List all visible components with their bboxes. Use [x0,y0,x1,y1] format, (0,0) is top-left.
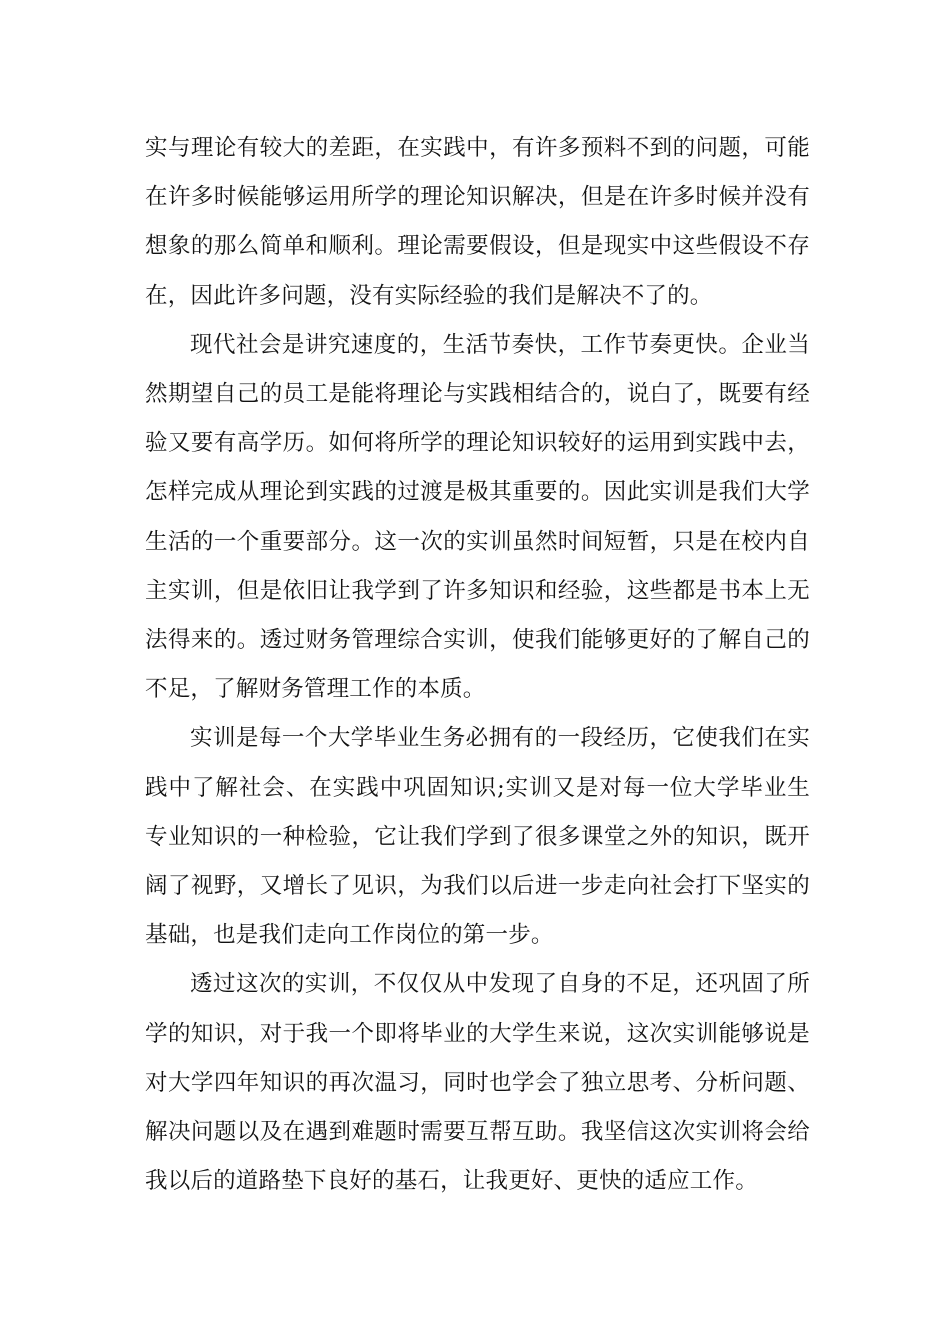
paragraph-4: 透过这次的实训，不仅仅从中发现了自身的不足，还巩固了所学的知识，对于我一个即将毕业的大学生来说，这次实训能够说是对大学四年知识的再次温习，同时也学会了独立思考、分析问题、解决问题以及在遇到难题时需要互帮互助。我坚信这次实训将会给我以后的道路垫下良好的基石，让我更好、更快的适应工作。 [145,971,810,1195]
paragraph-1: 实与理论有较大的差距，在实践中，有许多预料不到的问题，可能在许多时候能够运用所学的理论知识解决，但是在许多时候并没有想象的那么简单和顺利。理论需要假设，但是现实中这些假设不存在，因此许多问题，没有实际经验的我们是解决不了的。 [145,135,810,309]
document-body [145,124,810,1206]
paragraph-2: 现代社会是讲究速度的，生活节奏快，工作节奏更快。企业当然期望自己的员工是能将理论与实践相结合的，说白了，既要有经验又要有高学历。如何将所学的理论知识较好的运用到实践中去，怎样完成从理论到实践的过渡是极其重要的。因此实训是我们大学生活的一个重要部分。这一次的实训虽然时间短暂，只是在校内自主实训，但是依旧让我学到了许多知识和经验，这些都是书本上无法得来的。透过财务管理综合实训，使我们能够更好的了解自己的不足，了解财务管理工作的本质。 [145,331,810,703]
paragraph-3: 实训是每一个大学毕业生务必拥有的一段经历，它使我们在实践中了解社会、在实践中巩固知识;实训又是对每一位大学毕业生专业知识的一种检验，它让我们学到了很多课堂之外的知识，既开阔了视野，又增长了见识，为我们以后进一步走向社会打下坚实的基础，也是我们走向工作岗位的第一步。 [145,725,810,949]
